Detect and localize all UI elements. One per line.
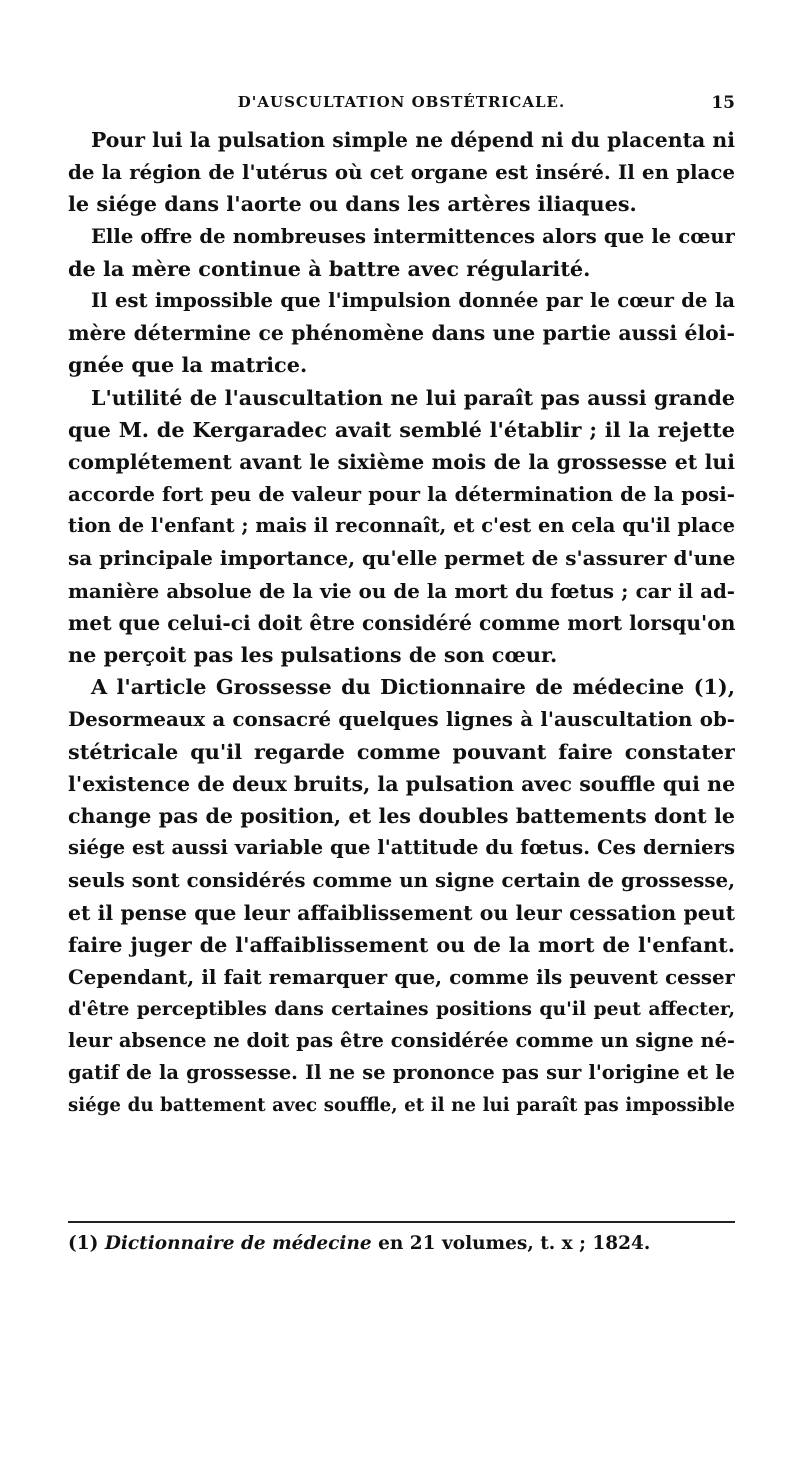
text-line: L'utilité de l'auscultation ne lui paraît pas aussi grande [91,385,735,410]
text-line: faire juger de l'affaiblissement ou de la mort de l'enfant. [68,931,735,957]
footnote-rule [68,1221,735,1223]
text-line: gatif de la grossesse. Il ne se prononce pas sur l'origine et le [68,1061,735,1085]
text-line: gnée que la matrice. [68,352,308,378]
text-line: de la région de l'utérus où cet organe est inséré. Il en place [68,160,735,185]
page-number: 15 [711,93,735,113]
text-line: A l'article Grossesse du Dictionnaire de médecine (1), [91,674,735,700]
text-line: leur absence ne doit pas être considérée comme un signe né- [68,1029,735,1053]
text-line: et il pense que leur affaiblissement ou leur cessation peut [68,900,735,925]
footnote-marker: (1) [68,1233,99,1254]
text-line: accorde fort peu de valeur pour la détermination de la posi- [68,482,735,507]
text-line: manière absolue de la vie ou de la mort du fœtus ; car il ad- [68,578,735,603]
body-text [68,124,735,1122]
text-line: l'existence de deux bruits, la pulsation avec souffle qui ne [68,771,735,796]
text-line: complétement avant le sixième mois de la grossesse et lui [68,449,735,474]
text-line: tion de l'enfant ; mais il reconnaît, et c'est en cela qu'il place [68,514,735,538]
running-head [68,93,735,117]
text-line: Elle offre de nombreuses intermittences alors que le cœur [91,224,735,248]
text-line: siége est aussi variable que l'attitude du fœtus. Ces derniers [68,836,735,860]
text-line: Desormeaux a consacré quelques lignes à l'auscultation ob- [68,707,735,732]
text-line: stétricale qu'il regarde comme pouvant faire constater [68,738,735,764]
text-line: change pas de position, et les doubles battements dont le [68,803,735,828]
text-line: Il est impossible que l'impulsion donnée par le cœur de la [91,288,735,312]
text-line: seuls sont considérés comme un signe certain de grossesse, [68,868,735,893]
footnote-rest: en 21 volumes, t. x ; 1824. [378,1233,651,1254]
text-line: mère détermine ce phénomène dans une partie aussi éloi- [68,321,735,346]
footnote-title: Dictionnaire de médecine [104,1233,372,1254]
text-line: que M. de Kergaradec avait semblé l'établir ; il la rejette [68,416,735,442]
text-line: Pour lui la pulsation simple ne dépend ni du placenta ni [91,128,735,152]
text-line: Cependant, il fait remarquer que, comme ils peuvent cesser [68,964,735,989]
text-line: le siége dans l'aorte ou dans les artères iliaques. [68,191,637,217]
text-line: sa principale importance, qu'elle permet de s'assurer d'une [68,546,735,571]
text-line: ne perçoit pas les pulsations de son cœur. [68,642,558,667]
running-title: D'AUSCULTATION OBSTÉTRICALE. [237,93,566,111]
footnote [68,1231,735,1257]
text-line: de la mère continue à battre avec régularité. [68,255,591,281]
text-line: siége du battement avec souffle, et il ne lui paraît pas impossible [68,1094,735,1116]
text-line: d'être perceptibles dans certaines positions qu'il peut affecter, [68,998,735,1021]
text-line: met que celui-ci doit être considéré comme mort lorsqu'on [68,610,735,635]
